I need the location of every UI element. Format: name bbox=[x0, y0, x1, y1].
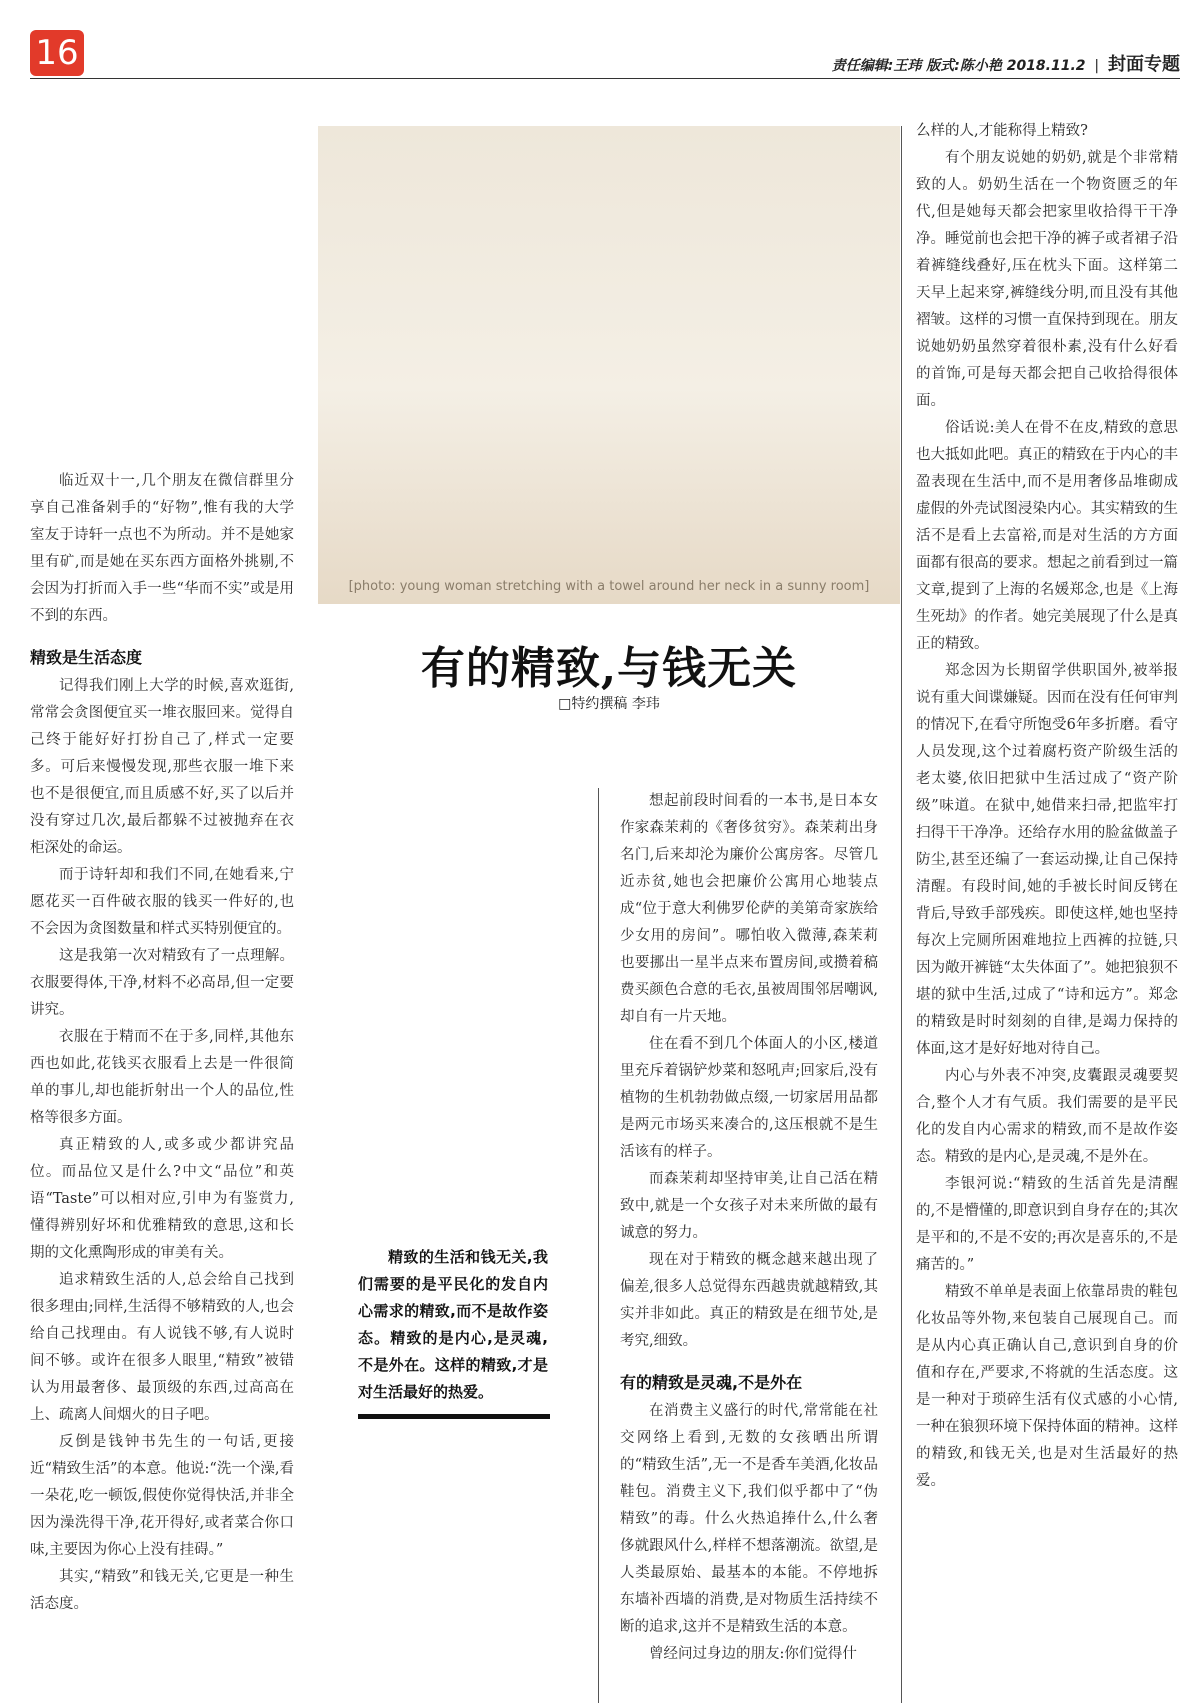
paragraph: 李银河说:“精致的生活首先是清醒的,不是懵懂的,即意识到自身存在的;其次是平和的,不是不安的;再次是喜乐的,不是痛苦的。” bbox=[916, 1176, 1178, 1273]
paragraph: 俗话说:美人在骨不在皮,精致的意思也大抵如此吧。真正的精致在于内心的丰盈表现在生活中,而不是用奢侈品堆砌成虚假的外壳试图浸染内心。其实精致的生活不是看上去富裕,而是对生活的方方面面都有很高的要求。想起之前看到过一篇文章,提到了上海的名媛郑念,也是《上海生死劫》的作者。她完美展现了什么是真正的精致。 bbox=[916, 420, 1178, 652]
photo-placeholder-label: [photo: young woman stretching with a towel around her neck in a sunny room] bbox=[348, 579, 870, 594]
issue-date: 2018.11.2 bbox=[1006, 58, 1086, 74]
article-byline: □特约撰稿 李玮 bbox=[558, 696, 660, 712]
article-photo bbox=[318, 126, 900, 604]
column-divider bbox=[598, 788, 599, 1703]
header-rule bbox=[30, 78, 1180, 79]
pull-quote-rule bbox=[358, 1414, 550, 1419]
page-number: 16 bbox=[30, 30, 84, 76]
paragraph: 这是我第一次对精致有了一点理解。衣服要得体,干净,材料不必高昂,但一定要讲究。 bbox=[30, 948, 294, 1018]
column-divider bbox=[901, 126, 902, 1703]
paragraph: 住在看不到几个体面人的小区,楼道里充斥着锅铲炒菜和怒吼声;回家后,没有植物的生机勃勃做点缀,一切家居用品都是两元市场买来凑合的,这压根就不是生活该有的样子。 bbox=[620, 1036, 878, 1160]
paragraph: 曾经问过身边的朋友:你们觉得什 bbox=[649, 1646, 857, 1662]
paragraph: 衣服在于精而不在于多,同样,其他东西也如此,花钱买衣服看上去是一件很简单的事儿,却也能折射出一个人的品位,性格等很多方面。 bbox=[30, 1029, 294, 1126]
paragraph: 记得我们刚上大学的时候,喜欢逛街,常常会贪图便宜买一堆衣服回来。觉得自己终于能好好打扮自己了,样式一定要多。可后来慢慢发现,那些衣服一堆下来也不是很便宜,而且质感不好,买了以后并没有穿过几次,最后都躲不过被抛弃在衣柜深处的命运。 bbox=[30, 678, 294, 856]
section-heading: 有的精致是灵魂,不是外在 bbox=[620, 1373, 803, 1392]
paragraph: 追求精致生活的人,总会给自己找到很多理由;同样,生活得不够精致的人,也会给自己找理由。有人说钱不够,有人说时间不够。或许在很多人眼里,“精致”被错认为用最奢侈、最顶级的东西,过高高在上、疏离人间烟火的日子吧。 bbox=[30, 1272, 294, 1423]
paragraph: 郑念因为长期留学供职国外,被举报说有重大间谍嫌疑。因而在没有任何审判的情况下,在看守所饱受6年多折磨。看守人员发现,这个过着腐朽资产阶级生活的老太婆,依旧把狱中生活过成了“资产阶级”味道。在狱中,她借来扫帚,把监牢打扫得干干净净。还给存水用的脸盆做盖子防尘,甚至还编了一套运动操,让自己保持清醒。有段时间,她的手被长时间反铐在背后,导致手部残疾。即使这样,她也坚持每次上完厕所困难地拉上西裤的拉链,只因为敞开裤链“太失体面了”。她把狼狈不堪的狱中生活,过成了“诗和远方”。郑念的精致是时时刻刻的自律,是竭力保持的体面,这才是好好地对待自己。 bbox=[916, 663, 1178, 1057]
paragraph: 精致不单单是表面上依靠昂贵的鞋包化妆品等外物,来包装自己展现自己。而是从内心真正确认自己,意识到自身的价值和存在,严要求,不将就的生活态度。这是一种对于琐碎生活有仪式感的小心情,一种在狼狈环境下保持体面的精神。这样的精致,和钱无关,也是对生活最好的热爱。 bbox=[916, 1284, 1178, 1489]
section-heading: 精致是生活态度 bbox=[30, 648, 143, 667]
paragraph: 而于诗轩却和我们不同,在她看来,宁愿花买一百件破衣服的钱买一件好的,也不会因为贪图数量和样式买特别便宜的。 bbox=[30, 867, 294, 937]
paragraph: 临近双十一,几个朋友在微信群里分享自己准备剁手的“好物”,惟有我的大学室友于诗轩一点也不为所动。并不是她家里有矿,而是她在买东西方面格外挑剔,不会因为打折而入手一些“华而不实”或是用不到的东西。 bbox=[30, 473, 294, 624]
layout-credit: 版式:陈小艳 bbox=[926, 58, 1002, 74]
pull-quote: 精致的生活和钱无关,我们需要的是平民化的发自内心需求的精致,而不是故作姿态。精致的是内心,是灵魂,不是外在。这样的精致,才是对生活最好的热爱。 bbox=[358, 1248, 548, 1401]
paragraph: 真正精致的人,或多或少都讲究品位。而品位又是什么?中文“品位”和英语“Taste”可以相对应,引申为有鉴赏力,懂得辨别好坏和优雅精致的意思,这和长期的文化熏陶形成的审美有关。 bbox=[30, 1137, 294, 1261]
article-title: 有的精致,与钱无关 bbox=[420, 643, 798, 694]
column-middle bbox=[620, 788, 878, 1668]
paragraph: 反倒是钱钟书先生的一句话,更接近“精致生活”的本意。他说:“洗一个澡,看一朵花,吃一顿饭,假使你觉得快活,并非全因为澡洗得干净,花开得好,或者菜合你口味,主要因为你心上没有挂碍。” bbox=[30, 1434, 294, 1558]
paragraph: 有个朋友说她的奶奶,就是个非常精致的人。奶奶生活在一个物资匮乏的年代,但是她每天都会把家里收拾得干干净净。睡觉前也会把干净的裤子或者裙子沿着裤缝线叠好,压在枕头下面。这样第二天早上起来穿,裤缝线分明,而且没有其他褶皱。这样的习惯一直保持到现在。朋友说她奶奶虽然穿着很朴素,没有什么好看的首饰,可是每天都会把自己收拾得很体面。 bbox=[916, 150, 1178, 409]
paragraph: 而森茉莉却坚持审美,让自己活在精致中,就是一个女孩子对未来所做的最有诚意的努力。 bbox=[620, 1171, 878, 1241]
paragraph: 内心与外表不冲突,皮囊跟灵魂要契合,整个人才有气质。我们需要的是平民化的发自内心需求的精致,而不是故作姿态。精致的是内心,是灵魂,不是外在。 bbox=[916, 1068, 1178, 1165]
paragraph-continuation: 么样的人,才能称得上精致? bbox=[916, 123, 1088, 139]
header-separator: | bbox=[1094, 58, 1100, 74]
editor-credit: 责任编辑:王玮 bbox=[831, 58, 922, 74]
section-name: 封面专题 bbox=[1108, 54, 1180, 75]
page-header bbox=[832, 50, 1180, 76]
paragraph: 在消费主义盛行的时代,常常能在社交网络上看到,无数的女孩晒出所谓的“精致生活”,无一不是香车美酒,化妆品鞋包。消费主义下,我们似乎都中了“伪精致”的毒。什么火热追捧什么,什么奢侈就跟风什么,样样不想落潮流。欲望,是人类最原始、最基本的本能。不停地拆东墙补西墙的消费,是对物质生活持续不断的追求,这并不是精致生活的本意。 bbox=[620, 1403, 878, 1635]
column-left bbox=[30, 468, 294, 1618]
paragraph: 其实,“精致”和钱无关,它更是一种生活态度。 bbox=[30, 1569, 294, 1612]
column-right bbox=[916, 118, 1178, 1495]
paragraph: 现在对于精致的概念越来越出现了偏差,很多人总觉得东西越贵就越精致,其实并非如此。真正的精致是在细节处,是考究,细致。 bbox=[620, 1252, 878, 1349]
paragraph: 想起前段时间看的一本书,是日本女作家森茉莉的《奢侈贫穷》。森茉莉出身名门,后来却沦为廉价公寓房客。尽管几近赤贫,她也会把廉价公寓用心地装点成“位于意大利佛罗伦萨的美第奇家族给少女用的房间”。哪怕收入微薄,森茉莉也要挪出一星半点来布置房间,或攒着稿费买颜色合意的毛衣,虽被周围邻居嘲讽,却自有一片天地。 bbox=[620, 793, 878, 1025]
